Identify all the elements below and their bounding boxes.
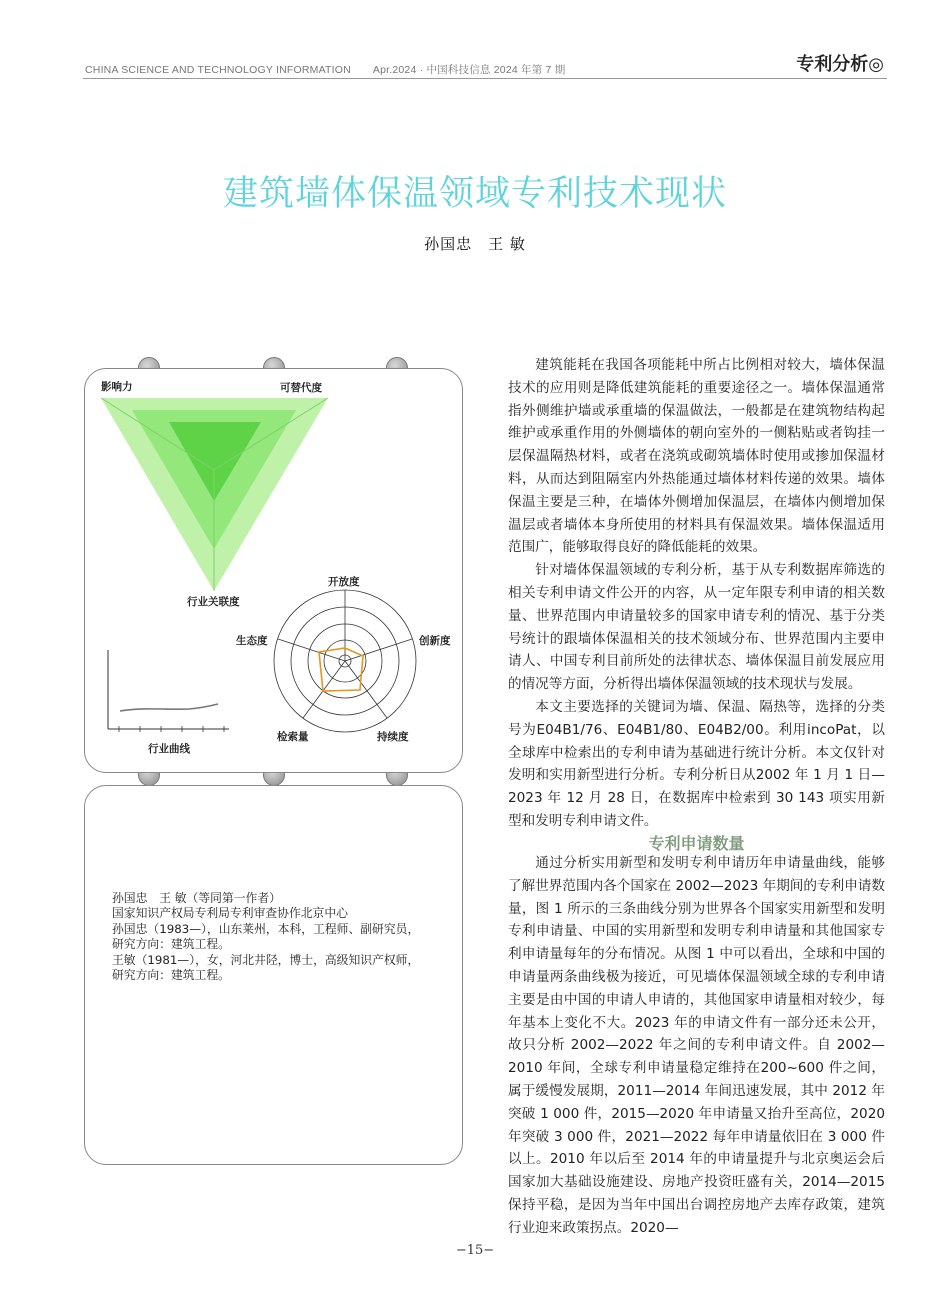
- header-rule: [83, 78, 887, 79]
- paragraph: 通过分析实用新型和发明专利申请历年申请量曲线，能够了解世界范围内各个国家在 2002—2023 年期间的专利申请数量，图 1 所示的三条曲线分别为世界各个国家实用新型和发明专利申请量、中国的实用新型和发明专利申请量和其他国家专利申请量每年的分布情况。从图 1 中可以看出，全球和中国的申请量两条曲线极为接近，可见墙体保温领域全球的专利申请主要是由中国的申请人申请的，其他国家申请量相对较少，每年基本上变化不大。2023 年的申请文件有一部分还未公开，故只分析 2002—2022 年之间的专利申请文件。自 2002—2010 年间，全球专利申请量稳定维持在200~600 件之间，属于缓慢发展期，2011—2014 年间迅速发展，其中 2012 年突破 1 000 件，2015—2020 年申请量又抬升至高位，2020 年突破 3 000 件，2021—2022 每年申请量依旧在 3 000 件以上。2010 年以后至 2014 年的申请量提升与北京奥运会后国家加大基础设施建设、房地产投资旺盛有关，2014—2015 保持平稳，是因为当年中国出台调控房地产去库存政策，建筑行业迎来政策拐点。2020—: [508, 855, 885, 1236]
- label-industry-curve: 行业曲线: [148, 743, 190, 755]
- section-label: 专利分析◎: [796, 54, 884, 75]
- label-substitutability: 可替代度: [280, 382, 322, 394]
- radar-label-openness: 开放度: [328, 576, 360, 588]
- paragraph: 建筑能耗在我国各项能耗中所占比例相对较大，墙体保温技术的应用则是降低建筑能耗的重要途径之一。墙体保温通常指外侧维护墙或承重墙的保温做法，一般都是在建筑物结构起维护或承重作用的外侧墙体的朝向室外的一侧粘贴或者钩挂一层保温隔热材料，或者在浇筑或砌筑墙体时使用或掺加保温材料，从而达到阻隔室内外热能通过墙体材料传递的效果。墙体保温主要是三种，在墙体外侧增加保温层，在墙体内侧增加保温层或者墙体本身所使用的材料具有保温效果。墙体保温适用范围广，能够取得良好的降低能耗的效果。: [508, 357, 885, 556]
- label-influence: 影响力: [101, 381, 133, 393]
- radar-label-innovation: 创新度: [419, 635, 451, 647]
- journal-issue: Apr.2024 · 中国科技信息 2024 年第 7 期: [372, 64, 566, 76]
- affiliation-line: 王敏（1981—），女，河北井陉，博士，高级知识产权师，: [112, 952, 420, 967]
- industry-curve-line: [120, 704, 218, 711]
- article-title: 建筑墙体保温领域专利技术现状: [222, 174, 727, 214]
- paragraph: 本文主要选择的关键词为墙、保温、隔热等，选择的分类号为E04B1/76、E04B1/80、E04B2/00。利用incoPat，以全球库中检索出的专利申请为基础进行统计分析。本文仅针对发明和实用新型进行分析。专利分析日从2002 年 1 月 1 日—2023 年 12 月 28 日，在数据库中检索到 30 143 项实用新型和发明专利申请文件。: [508, 698, 885, 829]
- journal-name-en: CHINA SCIENCE AND TECHNOLOGY INFORMATION: [85, 64, 351, 76]
- section-text: [508, 852, 885, 1240]
- radar-label-sustainability: 持续度: [377, 731, 409, 743]
- affiliation-line: 研究方向：建筑工程。: [112, 937, 230, 952]
- authors: 孙国忠 王 敏: [424, 235, 526, 253]
- radar-label-ecology: 生态度: [236, 635, 268, 647]
- radar-label-search-volume: 检索量: [277, 731, 309, 743]
- affiliation-text: [112, 891, 452, 983]
- page-number: −15−: [455, 1243, 495, 1258]
- figure-graphics: [84, 368, 461, 771]
- affiliation-line: 孙国忠 王 敏（等同第一作者）: [112, 891, 281, 905]
- radar-chart: [274, 590, 416, 732]
- industry-curve-chart: [108, 650, 229, 732]
- intro-text: [508, 354, 885, 833]
- affiliation-line: 研究方向：建筑工程。: [112, 968, 230, 983]
- affiliation-line: 孙国忠（1983—），山东莱州，本科，工程师、副研究员，: [112, 921, 420, 936]
- journal-header: [85, 62, 565, 77]
- affiliation-line: 国家知识产权局专利局专利审查协作北京中心: [112, 906, 348, 921]
- paragraph: 针对墙体保温领域的专利分析，基于从专利数据库筛选的相关专利申请文件公开的内容，从一定年限专利申请的相关数量、世界范围内申请量较多的国家申请专利的情况、基于分类号统计的跟墙体保温相关的技术领域分布、世界范围内主要申请人、中国专利目前所处的法律状态、墙体保温目前发展应用的情况等方面，分析得出墙体保温领域的技术现状与发展。: [508, 562, 885, 693]
- label-industry-relevance: 行业关联度: [187, 596, 240, 608]
- section-heading: 专利申请数量: [648, 834, 745, 853]
